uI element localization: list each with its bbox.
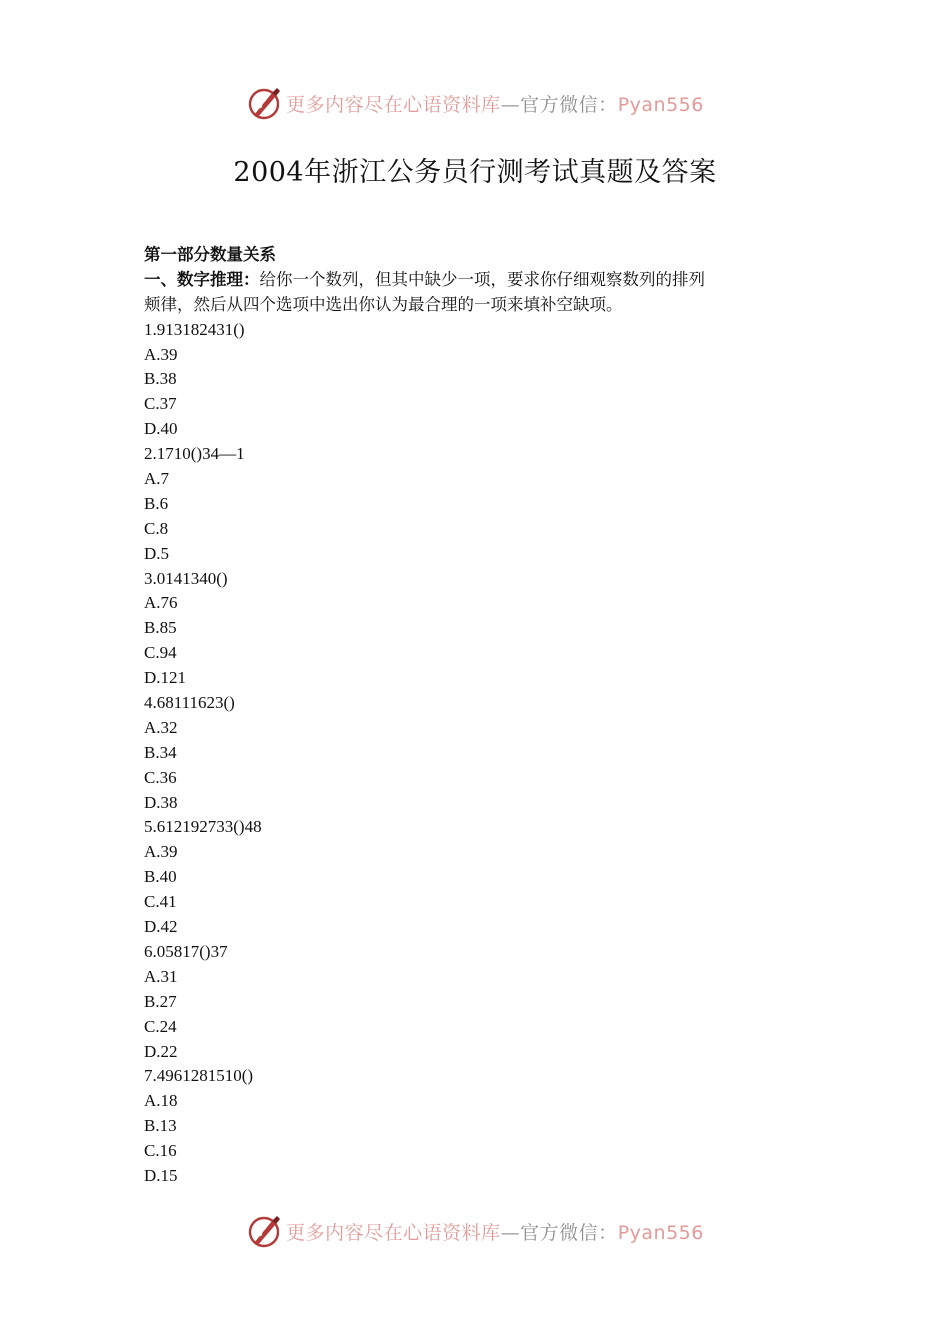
answer-option: B.13 bbox=[144, 1116, 177, 1136]
section-heading: 第一部分数量关系 bbox=[144, 245, 276, 264]
intro-label: 一、数字推理： bbox=[144, 269, 260, 289]
watermark-brand: 更多内容尽在心语资料库 bbox=[286, 1221, 501, 1244]
question-stem: 3.0141340() bbox=[144, 568, 228, 588]
answer-option: A.18 bbox=[144, 1091, 178, 1111]
answer-option: C.94 bbox=[144, 643, 177, 663]
answer-option: B.27 bbox=[144, 991, 177, 1011]
answer-option: C.36 bbox=[144, 767, 177, 787]
answer-option: C.16 bbox=[144, 1141, 177, 1161]
answer-option: A.32 bbox=[144, 717, 178, 737]
answer-option: A.7 bbox=[144, 469, 170, 489]
answer-option: A.39 bbox=[144, 344, 178, 364]
answer-option: D.22 bbox=[144, 1041, 178, 1061]
watermark-wechat-id: Pyan556 bbox=[617, 93, 704, 116]
pen-logo-icon bbox=[246, 1213, 282, 1249]
answer-option: A.39 bbox=[144, 842, 178, 862]
footer-watermark-banner bbox=[0, 1211, 950, 1251]
answer-option: A.76 bbox=[144, 593, 178, 613]
answer-option: D.121 bbox=[144, 668, 187, 688]
answer-option: B.34 bbox=[144, 742, 177, 762]
question-stem: 7.4961281510() bbox=[144, 1066, 254, 1086]
answer-option: D.42 bbox=[144, 917, 178, 937]
answer-option: C.37 bbox=[144, 394, 177, 414]
pen-logo-icon bbox=[246, 85, 282, 121]
watermark-text bbox=[286, 1218, 704, 1245]
answer-option: B.6 bbox=[144, 493, 169, 513]
question-stem: 2.1710()34—1 bbox=[144, 444, 245, 464]
watermark-brand: 更多内容尽在心语资料库 bbox=[286, 93, 501, 116]
answer-option: B.40 bbox=[144, 867, 177, 887]
question-list bbox=[144, 318, 814, 1189]
intro-text-1: 给你一个数列，但其中缺少一项，要求你仔细观察数列的排列 bbox=[259, 269, 705, 289]
question-stem: 6.05817()37 bbox=[144, 941, 228, 961]
answer-option: D.5 bbox=[144, 543, 170, 563]
answer-option: C.24 bbox=[144, 1016, 177, 1036]
watermark-text bbox=[286, 90, 704, 117]
answer-option: C.8 bbox=[144, 518, 169, 538]
intro-line-2: 颊律，然后从四个选项中选出你认为最合理的一项来填补空缺项。 bbox=[144, 294, 623, 314]
question-stem: 1.913182431() bbox=[144, 319, 245, 339]
document-title: 2004年浙江公务员行测考试真题及答案 bbox=[233, 157, 717, 188]
header-watermark-banner bbox=[0, 83, 950, 123]
answer-option: B.38 bbox=[144, 369, 177, 389]
answer-option: D.38 bbox=[144, 792, 178, 812]
question-stem: 4.68111623() bbox=[144, 693, 235, 713]
answer-option: D.40 bbox=[144, 419, 178, 439]
question-stem: 5.612192733()48 bbox=[144, 817, 262, 837]
watermark-wechat-label: 官方微信： bbox=[520, 93, 618, 116]
intro-line-1 bbox=[144, 268, 814, 293]
answer-option: C.41 bbox=[144, 892, 177, 912]
watermark-wechat-label: 官方微信： bbox=[520, 1221, 618, 1244]
answer-option: A.31 bbox=[144, 966, 178, 986]
answer-option: D.15 bbox=[144, 1165, 178, 1185]
watermark-dash: — bbox=[500, 1221, 521, 1244]
document-body bbox=[144, 243, 814, 1189]
watermark-dash: — bbox=[500, 93, 521, 116]
answer-option: B.85 bbox=[144, 618, 177, 638]
watermark-wechat-id: Pyan556 bbox=[617, 1221, 704, 1244]
